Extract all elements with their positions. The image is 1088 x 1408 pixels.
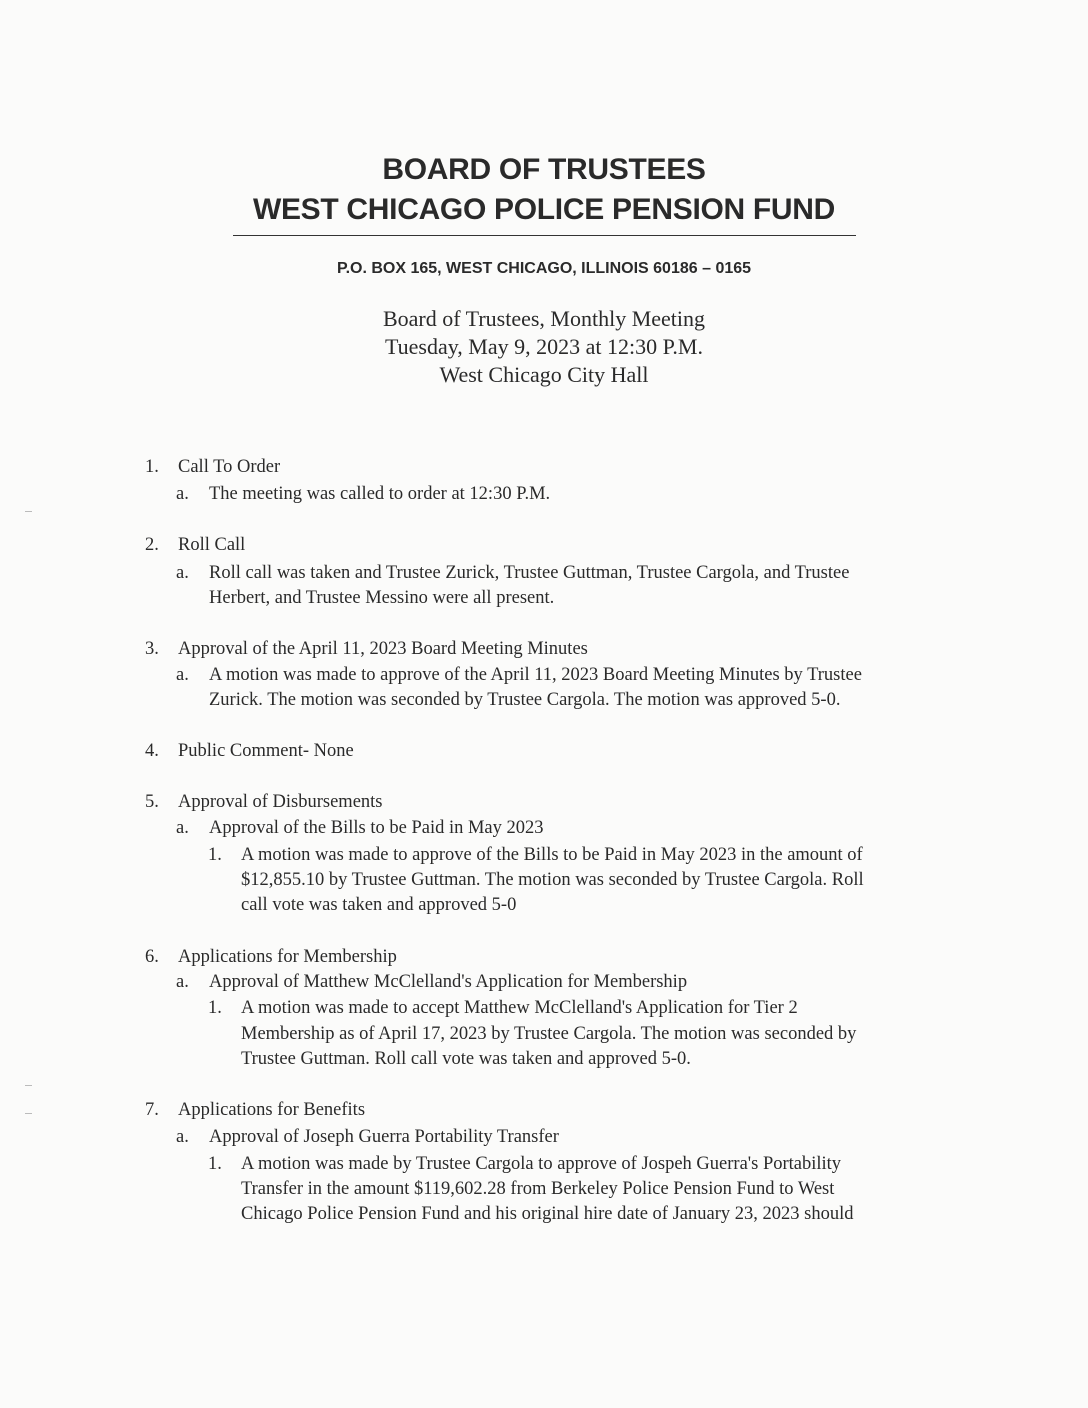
- subsubitem-text: A motion was made to approve of the Bills to be Paid in May 2023 in the amount of: [241, 845, 863, 865]
- subitem-text: A motion was made to approve of the April 11, 2023 Board Meeting Minutes by Trustee: [209, 665, 862, 685]
- subsubitem-text: A motion was made to accept Matthew McClelland's Application for Tier 2: [241, 998, 798, 1018]
- subitem-marker: a.: [176, 972, 189, 992]
- subitem-marker: a.: [176, 818, 189, 838]
- subitem-text: Approval of Matthew McClelland's Application for Membership: [209, 972, 688, 992]
- subsubitem-text: A motion was made by Trustee Cargola to approve of Jospeh Guerra's Portability: [241, 1154, 842, 1174]
- meeting-date: Tuesday, May 9, 2023 at 12:30 P.M.: [384, 334, 703, 359]
- item-title: Applications for Benefits: [178, 1100, 366, 1120]
- meeting-info: [0, 305, 1088, 389]
- subitem-text: Approval of Joseph Guerra Portability Transfer: [209, 1127, 559, 1147]
- header-subtitle: WEST CHICAGO POLICE PENSION FUND: [252, 193, 836, 226]
- item-title: Public Comment- None: [178, 741, 354, 761]
- subsubitem-text: Membership as of April 17, 2023 by Trustee Cargola. The motion was seconded by: [241, 1024, 857, 1044]
- item-number: 7.: [145, 1100, 159, 1120]
- subitem-marker: a.: [176, 484, 189, 504]
- subitem-marker: a.: [176, 665, 189, 685]
- item-title: Approval of Disbursements: [178, 792, 383, 812]
- scan-mark: [25, 511, 32, 512]
- item-number: 6.: [145, 947, 159, 967]
- document-header: [0, 150, 1088, 230]
- meeting-location: West Chicago City Hall: [439, 362, 649, 387]
- item-number: 5.: [145, 792, 159, 812]
- header-divider: [233, 235, 856, 236]
- item-number: 4.: [145, 741, 159, 761]
- subsubitem-marker: 1.: [208, 1154, 222, 1174]
- meeting-type: Board of Trustees, Monthly Meeting: [382, 306, 706, 331]
- item-title: Call To Order: [178, 457, 281, 477]
- subitem-text: Approval of the Bills to be Paid in May 2023: [209, 818, 544, 838]
- scan-mark: [25, 1113, 32, 1114]
- subitem-text: Herbert, and Trustee Messino were all present.: [209, 588, 555, 608]
- subitem-marker: a.: [176, 563, 189, 583]
- item-number: 2.: [145, 535, 159, 555]
- item-title: Roll Call: [178, 535, 246, 555]
- subsubitem-text: Transfer in the amount $119,602.28 from Berkeley Police Pension Fund to West: [241, 1179, 835, 1199]
- subitem-text: The meeting was called to order at 12:30 P.M.: [209, 484, 551, 504]
- mailing-address: P.O. BOX 165, WEST CHICAGO, ILLINOIS 60186 – 0165: [336, 260, 752, 277]
- item-title: Applications for Membership: [178, 947, 397, 967]
- subitem-text: Zurick. The motion was seconded by Trustee Cargola. The motion was approved 5-0.: [209, 690, 841, 710]
- subsubitem-text: $12,855.10 by Trustee Guttman. The motion was seconded by Trustee Cargola. Roll: [241, 870, 864, 890]
- subsubitem-marker: 1.: [208, 845, 222, 865]
- item-title: Approval of the April 11, 2023 Board Meeting Minutes: [178, 639, 588, 659]
- subsubitem-marker: 1.: [208, 998, 222, 1018]
- subitem-text: Roll call was taken and Trustee Zurick, Trustee Guttman, Trustee Cargola, and Trustee: [209, 563, 850, 583]
- subitem-marker: a.: [176, 1127, 189, 1147]
- item-number: 1.: [145, 457, 159, 477]
- subsubitem-text: call vote was taken and approved 5-0: [241, 895, 517, 915]
- scan-mark: [25, 1085, 32, 1086]
- header-title: BOARD OF TRUSTEES: [382, 153, 706, 186]
- item-number: 3.: [145, 639, 159, 659]
- subsubitem-text: Chicago Police Pension Fund and his original hire date of January 23, 2023 should: [241, 1204, 854, 1224]
- subsubitem-text: Trustee Guttman. Roll call vote was taken and approved 5-0.: [241, 1049, 691, 1069]
